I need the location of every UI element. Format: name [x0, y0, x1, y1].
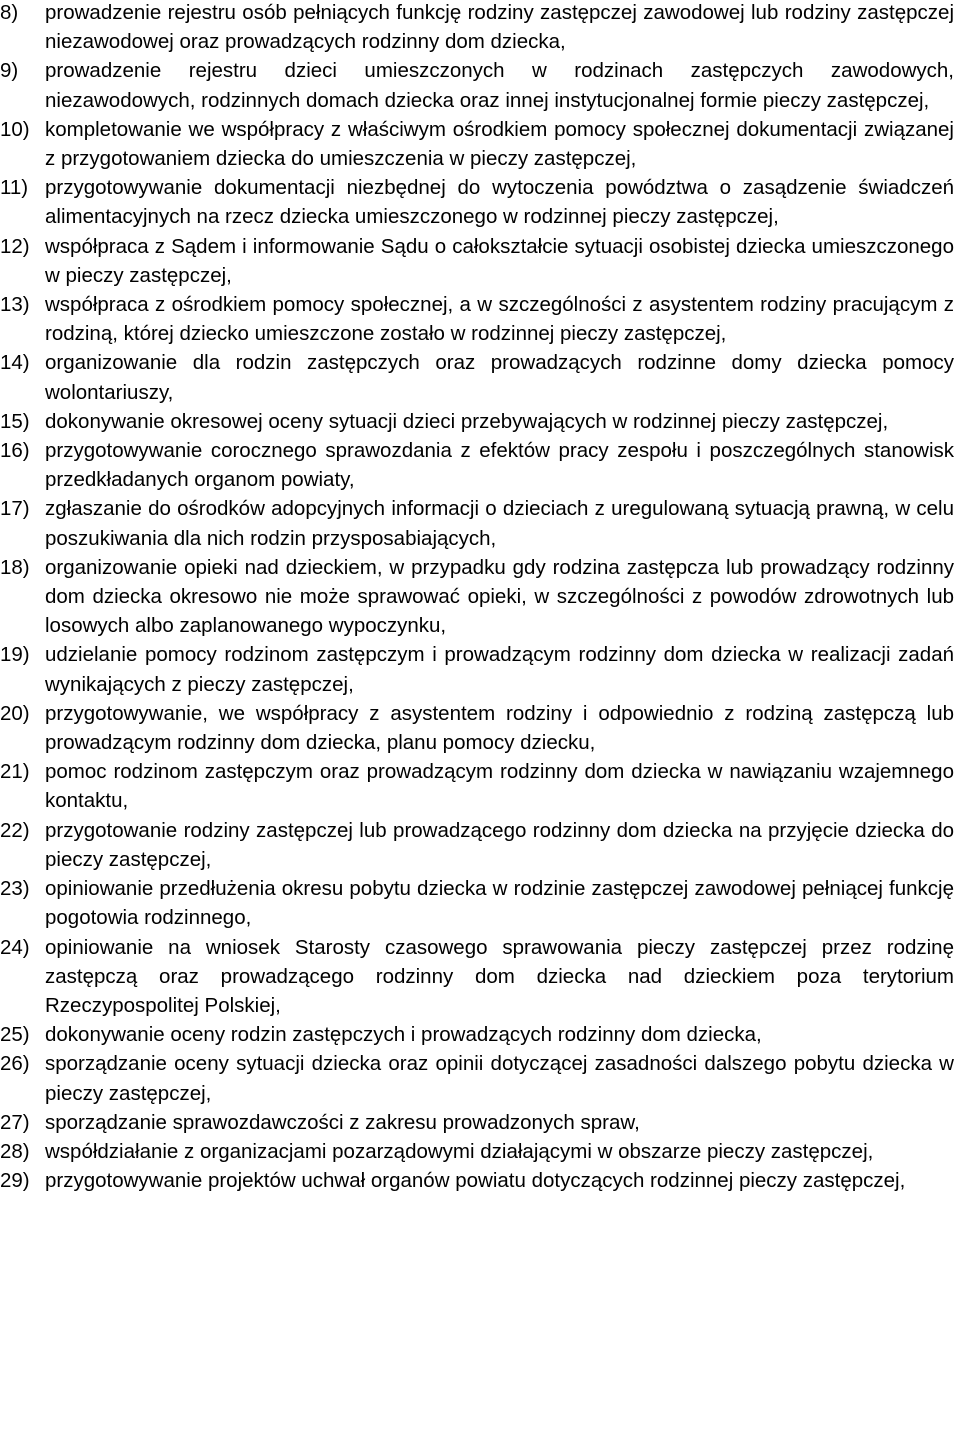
list-item	[0, 0, 954, 56]
item-number: 19)	[0, 643, 30, 667]
list-item	[0, 1049, 954, 1107]
list-item	[0, 640, 954, 698]
list-item	[0, 933, 954, 1021]
list-item	[0, 407, 954, 436]
item-number: 25)	[0, 1023, 30, 1047]
list-item	[0, 232, 954, 290]
list-item	[0, 494, 954, 552]
item-text: opiniowanie przedłużenia okresu pobytu dziecka w rodzinie zastępczej zawodowej pełniącej funkcję pogotowia rodzinnego,	[45, 877, 954, 930]
item-text: dokonywanie oceny rodzin zastępczych i prowadzących rodzinny dom dziecka,	[45, 1023, 762, 1047]
item-number: 12)	[0, 234, 30, 258]
list-item	[0, 290, 954, 348]
item-number: 13)	[0, 293, 30, 317]
list-item	[0, 1108, 954, 1137]
list-item	[0, 553, 954, 641]
item-number: 9)	[0, 59, 19, 83]
item-text: przygotowanie rodziny zastępczej lub prowadzącego rodzinny dom dziecka na przyjęcie dziecka do pieczy zastępczej,	[45, 818, 954, 871]
item-text: przygotowywanie dokumentacji niezbędnej do wytoczenia powództwa o zasądzenie świadczeń alimentacyjnych na rzecz dziecka umieszczonego w rodzinnej pieczy zastępczej,	[45, 176, 954, 229]
item-number: 11)	[0, 176, 29, 200]
item-number: 26)	[0, 1052, 30, 1076]
item-number: 14)	[0, 351, 30, 375]
list-item	[0, 115, 954, 173]
item-number: 28)	[0, 1139, 30, 1163]
item-number: 8)	[0, 1, 19, 24]
item-number: 15)	[0, 409, 30, 433]
item-text: współpraca z ośrodkiem pomocy społecznej, a w szczególności z asystentem rodziny pracującym z rodziną, której dziecko umieszczone zostało w rodzinnej pieczy zastępczej,	[45, 293, 954, 346]
item-text: zgłaszanie do ośrodków adopcyjnych informacji o dzieciach z uregulowaną sytuacją prawną, w celu poszukiwania dla nich rodzin przysposabiających,	[45, 497, 954, 550]
item-text: organizowanie dla rodzin zastępczych oraz prowadzących rodzinne domy dziecka pomocy wolontariuszy,	[45, 351, 954, 404]
item-text: przygotowywanie projektów uchwał organów powiatu dotyczących rodzinnej pieczy zastępczej,	[45, 1169, 906, 1193]
item-number: 18)	[0, 555, 30, 579]
list-item	[0, 1020, 954, 1049]
item-text: współpraca z Sądem i informowanie Sądu o całokształcie sytuacji osobistej dziecka umieszczonego w pieczy zastępczej,	[45, 234, 954, 287]
item-text: pomoc rodzinom zastępczym oraz prowadzącym rodzinny dom dziecka w nawiązaniu wzajemnego kontaktu,	[45, 760, 954, 813]
list-item	[0, 173, 954, 231]
item-text: sporządzanie sprawozdawczości z zakresu prowadzonych spraw,	[45, 1110, 640, 1134]
item-number: 27)	[0, 1110, 30, 1134]
list-item	[0, 699, 954, 757]
list-item	[0, 436, 954, 494]
item-number: 16)	[0, 439, 30, 463]
item-text: opiniowanie na wniosek Starosty czasowego sprawowania pieczy zastępczej przez rodzinę zastępczą oraz prowadzącego rodzinny dom dziecka nad dzieckiem poza terytorium Rzeczypospolitej Polskiej,	[45, 935, 954, 1017]
item-number: 29)	[0, 1169, 30, 1193]
item-text: przygotowywanie corocznego sprawozdania z efektów pracy zespołu i poszczególnych stanowisk przedkładanych organom powiaty,	[45, 439, 954, 492]
item-number: 17)	[0, 497, 30, 521]
item-text: sporządzanie oceny sytuacji dziecka oraz opinii dotyczącej zasadności dalszego pobytu dziecka w pieczy zastępczej,	[45, 1052, 954, 1105]
list-item	[0, 1137, 954, 1166]
item-text: kompletowanie we współpracy z właściwym ośrodkiem pomocy społecznej dokumentacji związanej z przygotowaniem dziecka do umieszczenia w pieczy zastępczej,	[45, 117, 954, 171]
list-item	[0, 348, 954, 406]
item-text: przygotowywanie, we współpracy z asystentem rodziny i odpowiednio z rodziną zastępczą lub prowadzącym rodzinny dom dziecka, planu pomocy dziecku,	[45, 701, 954, 755]
item-text: organizowanie opieki nad dzieckiem, w przypadku gdy rodzina zastępcza lub prowadzący rodzinny dom dziecka okresowo nie może sprawować opieki, w szczególności z powodów zdrowotnych lub losowych albo zaplanowanego wypoczynku,	[45, 555, 954, 638]
list-item	[0, 56, 954, 114]
item-text: dokonywanie okresowej oceny sytuacji dzieci przebywających w rodzinnej pieczy zastępczej,	[45, 409, 889, 433]
item-number: 20)	[0, 701, 30, 725]
list-item	[0, 816, 954, 874]
item-text: współdziałanie z organizacjami pozarządowymi działającymi w obszarze pieczy zastępczej,	[45, 1139, 874, 1163]
item-number: 21)	[0, 760, 30, 784]
item-number: 23)	[0, 877, 30, 901]
item-number: 24)	[0, 935, 30, 959]
list-item	[0, 1166, 954, 1195]
item-text: prowadzenie rejestru osób pełniących funkcję rodziny zastępczej zawodowej lub rodziny zastępczej niezawodowej oraz prowadzących rodzinny dom dziecka,	[45, 1, 954, 54]
item-number: 10)	[0, 117, 30, 141]
item-number: 22)	[0, 818, 30, 842]
list-item	[0, 757, 954, 815]
list-item	[0, 874, 954, 932]
item-text: prowadzenie rejestru dzieci umieszczonych w rodzinach zastępczych zawodowych, niezawodowych, rodzinnych domach dziecka oraz innej instytucjonalnej formie pieczy zastępczej,	[45, 59, 954, 112]
item-text: udzielanie pomocy rodzinom zastępczym i prowadzącym rodzinny dom dziecka w realizacji zadań wynikających z pieczy zastępczej,	[45, 643, 954, 696]
